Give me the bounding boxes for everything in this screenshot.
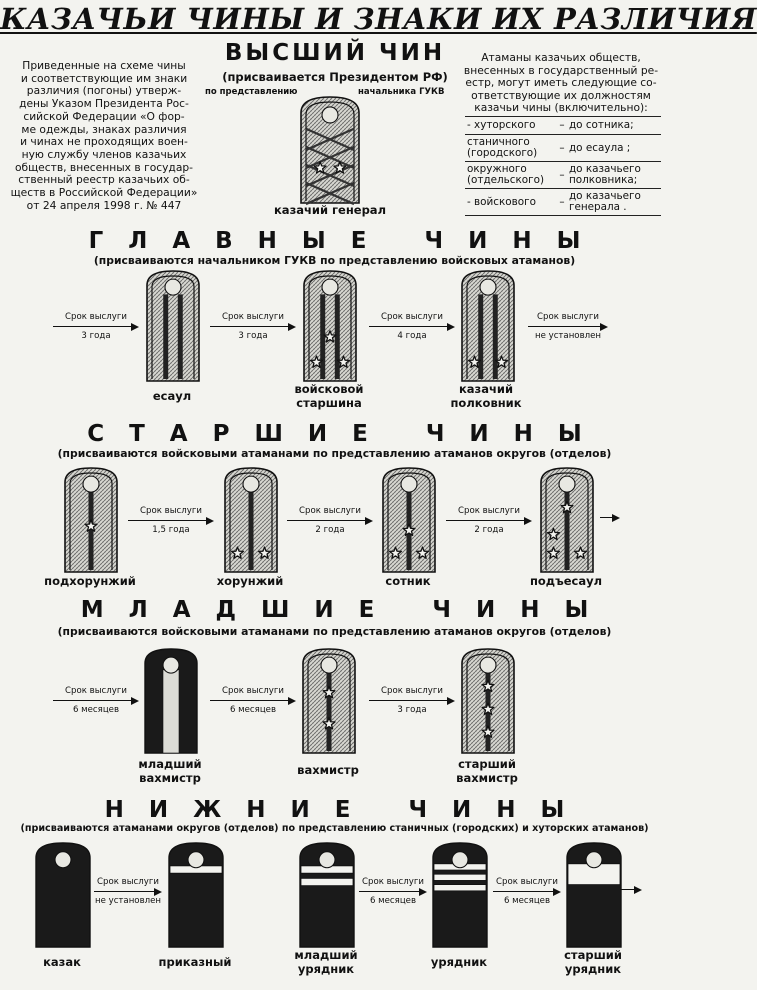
service-term-label: Срок выслуги <box>222 312 284 322</box>
rank-label-kazak: казак <box>43 955 81 969</box>
shoulder-board-voyskovoy-starshina <box>303 270 357 382</box>
arrow-right-icon <box>287 518 373 524</box>
intro-left-text: Приведенные на схеме чины и соответствующие им знаки различия (погоны) утверж- дены Указом Президента Рос- сийской Федерации «О фор- ме одежды, знаках различия и чинах не проходящих воен- ную службу членов казачьих обществ, внесенных в государ- ственный реестр казачьих об- ществ в Российской Федерации» от 24 апреля 1998 г. № 447 <box>10 59 198 212</box>
arrow-right-icon <box>53 698 139 704</box>
service-term-arrow <box>210 686 296 716</box>
ataman-level: станичного (городского) <box>467 136 538 159</box>
rank-label-sotnik: сотник <box>385 574 431 588</box>
service-term-label: Срок выслуги <box>65 312 127 322</box>
service-term-value: 2 года <box>315 525 345 535</box>
service-term-value: не установлен <box>94 896 162 906</box>
service-term-label: Срок выслуги <box>537 312 599 322</box>
rank-label-general: казачий генерал <box>274 203 386 217</box>
ataman-max-rank: до казачьего полковника; <box>569 163 641 186</box>
shoulder-board-prikazny <box>168 842 224 948</box>
shoulder-board-khorunzhiy <box>224 467 278 573</box>
ataman-level: окружного (отдельского) <box>467 163 545 186</box>
ataman-table <box>465 116 661 216</box>
ataman-dash: – <box>559 195 565 208</box>
shoulder-board-starshiy-vakhmistr <box>461 648 515 754</box>
rank-label-uryadnik: урядник <box>430 955 488 969</box>
ataman-row <box>465 189 661 216</box>
rank-label-mladshiy-uryadnik: младший урядник <box>294 948 358 976</box>
service-term-value: 6 месяцев <box>503 896 551 906</box>
service-term-label: Срок выслуги <box>381 312 443 322</box>
service-term-value: 2 года <box>474 525 504 535</box>
rank-label-mladshiy-vakhmistr: младший вахмистр <box>138 757 202 785</box>
arrow-right-icon <box>128 518 214 524</box>
service-term-arrow <box>369 312 455 342</box>
service-term-value: 6 месяцев <box>72 705 120 715</box>
shoulder-board-mladshiy-vakhmistr <box>144 648 198 754</box>
ataman-level: - хуторского <box>467 119 536 131</box>
shoulder-board-podkhorunzhiy <box>64 467 118 573</box>
rank-label-podesaul: подъесаул <box>529 574 603 588</box>
arrow-right-icon <box>528 324 608 330</box>
service-term-value: 6 месяцев <box>229 705 277 715</box>
service-term-value: 4 года <box>397 331 427 341</box>
service-term-value: 1,5 года <box>152 525 190 535</box>
top-rank-sub-right: начальника ГУКВ <box>358 87 445 97</box>
section-heading-junior: МЛАДШИЕ ЧИНЫ <box>80 597 614 623</box>
top-rank-subtitle: (присваивается Президентом РФ) <box>222 70 448 84</box>
rank-label-voyskovoy-starshina: войсковой старшина <box>294 382 364 410</box>
shoulder-board-mladshiy-uryadnik <box>299 842 355 948</box>
arrow-right-icon <box>359 889 427 895</box>
shoulder-board-vakhmistr <box>302 648 356 754</box>
arrow-right-icon <box>446 518 532 524</box>
shoulder-board-sotnik <box>382 467 436 573</box>
section-heading-senior: СТАРШИЕ ЧИНЫ <box>87 421 607 447</box>
section-subtitle-senior: (присваиваются войсковыми атаманами по представлению атаманов округов (отделов) <box>57 447 612 460</box>
service-term-value: 3 года <box>238 331 268 341</box>
service-term-arrow <box>94 877 162 907</box>
arrow-right-icon <box>600 514 620 522</box>
rank-label-prikazny: приказный <box>158 955 232 969</box>
ataman-max-rank: до сотника; <box>569 119 634 131</box>
shoulder-board-kazak <box>35 842 91 948</box>
rank-label-vakhmistr: вахмистр <box>297 763 359 777</box>
service-term-label: Срок выслуги <box>222 686 284 696</box>
ataman-dash: – <box>559 119 565 131</box>
service-term-label: Срок выслуги <box>458 506 520 516</box>
rank-label-khorunzhiy: хорунжий <box>216 574 284 588</box>
rank-label-starshiy-vakhmistr: старший вахмистр <box>456 757 518 785</box>
ataman-row <box>465 116 661 135</box>
service-term-label: Срок выслуги <box>65 686 127 696</box>
ataman-row <box>465 135 661 162</box>
main-title: КАЗАЧЬИ ЧИНЫ И ЗНАКИ ИХ РАЗЛИЧИЯ <box>0 2 757 36</box>
service-term-arrow <box>446 506 532 536</box>
arrow-right-icon <box>620 886 642 894</box>
service-term-arrow <box>53 312 139 342</box>
section-subtitle-lower: (присваиваются атаманами округов (отделов) по представлению станичных (городских) и хуторских атаманов) <box>20 823 649 834</box>
arrow-right-icon <box>369 698 455 704</box>
rank-label-podkhorunzhiy: подхорунжий <box>44 574 136 588</box>
rank-label-kazachiy-polkovnik: казачий полковник <box>450 382 522 410</box>
service-term-arrow <box>53 686 139 716</box>
arrow-right-icon <box>210 698 296 704</box>
service-term-arrow <box>210 312 296 342</box>
arrow-right-icon <box>53 324 139 330</box>
top-rank-sub-left: по представлению <box>205 87 298 97</box>
ataman-max-rank: до казачьего генерала . <box>569 190 641 213</box>
shoulder-board-esaul <box>146 270 200 382</box>
service-term-arrow <box>359 877 427 907</box>
shoulder-board-podesaul <box>540 467 594 573</box>
service-term-label: Срок выслуги <box>496 877 558 887</box>
ataman-max-rank: до есаула ; <box>569 141 631 154</box>
service-term-label: Срок выслуги <box>140 506 202 516</box>
rank-label-esaul: есаул <box>152 389 192 403</box>
section-subtitle-main: (присваиваются начальником ГУКВ по представлению войсковых атаманов) <box>93 254 576 267</box>
ataman-dash: – <box>559 141 565 154</box>
intro-right-text: Атаманы казачьих обществ, внесенных в государственный ре- естр, могут иметь следующие со- ответствующие их должностям казачьи чины (включительно): <box>463 51 659 115</box>
service-term-value: 3 года <box>81 331 111 341</box>
arrow-right-icon <box>94 889 162 895</box>
service-term-label: Срок выслуги <box>299 506 361 516</box>
service-term-value: 3 года <box>397 705 427 715</box>
service-term-arrow <box>493 877 561 907</box>
service-term-label: Срок выслуги <box>97 877 159 887</box>
service-term-arrow <box>369 686 455 716</box>
service-term-arrow <box>287 506 373 536</box>
ataman-row <box>465 162 661 189</box>
arrow-right-icon <box>369 324 455 330</box>
service-term-label: Срок выслуги <box>381 686 443 696</box>
service-term-label: Срок выслуги <box>362 877 424 887</box>
service-term-value: не установлен <box>534 331 602 341</box>
rank-label-starshiy-uryadnik: старший урядник <box>564 948 622 976</box>
service-term-value: 6 месяцев <box>369 896 417 906</box>
shoulder-board-uryadnik <box>432 842 488 948</box>
ataman-level: - войскового <box>467 195 536 208</box>
service-term-arrow <box>528 312 608 342</box>
ataman-dash: – <box>559 168 565 181</box>
arrow-right-icon <box>493 889 561 895</box>
section-heading-lower: НИЖНИЕ ЧИНЫ <box>104 797 590 823</box>
shoulder-board-starshiy-uryadnik <box>566 842 622 948</box>
top-rank-heading: ВЫСШИЙ ЧИН <box>224 40 446 66</box>
general-shoulder-board <box>300 96 360 204</box>
shoulder-board-kazachiy-polkovnik <box>461 270 515 382</box>
service-term-arrow <box>128 506 214 536</box>
section-subtitle-junior: (присваиваются войсковыми атаманами по представлению атаманов округов (отделов) <box>57 625 612 638</box>
arrow-right-icon <box>210 324 296 330</box>
section-heading-main: ГЛАВНЫЕ ЧИНЫ <box>88 228 606 254</box>
